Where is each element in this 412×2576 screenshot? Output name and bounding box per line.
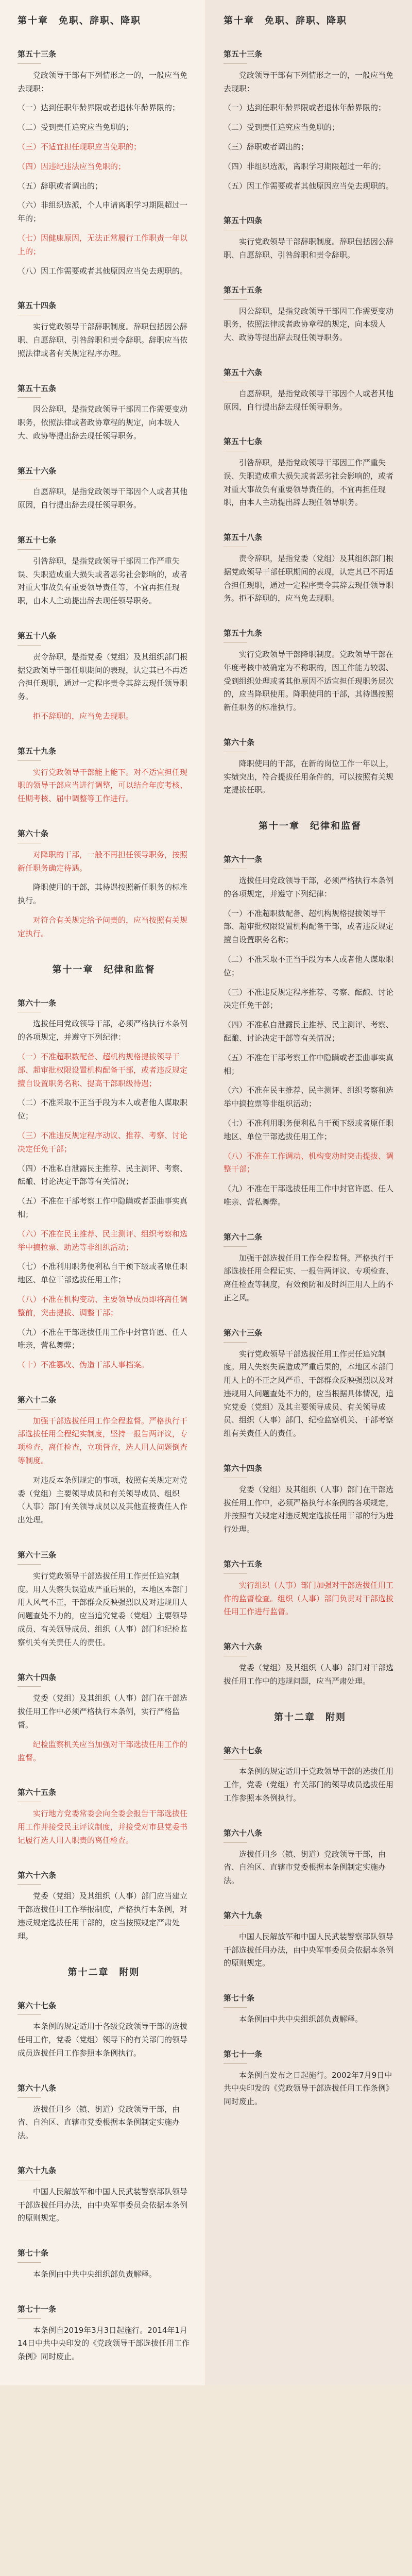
- article-item: （二）受到责任追究应当免职的；: [224, 123, 340, 132]
- article-title: 第六十九条: [18, 2164, 190, 2180]
- article-text: 本条例的规定适用于各级党政领导干部的选拔任用工作，党委（党组）领导下的有关部门的领导成员选拔任用工作参照本条例执行。: [18, 2022, 188, 2058]
- article-item: （五）辞职或者调出的；: [18, 181, 103, 191]
- article-57: [18, 534, 190, 608]
- article-text: 选拔任用乡（镇、街道）党政领导干部，由省、自治区、直辖市党委根据本条例制定实施办法。: [224, 1849, 386, 1886]
- article-item: （七）因健康原因，无法正常履行工作职责一年以上的；: [18, 233, 188, 256]
- article-65: [18, 1786, 190, 1847]
- article-text: 党委（党组）及其组织（人事）部门在干部选拔任用工作中，必须严格执行本条例的各项规定，并按照有关规定对违反规定选拔任用干部的行为进行处理。: [224, 1484, 394, 1534]
- article-69: [18, 2164, 190, 2225]
- article-title: 第六十六条: [18, 1869, 190, 1885]
- article-71: [224, 2048, 397, 2109]
- article-item: （八）因工作需要或者其他原因应当免去现职的。: [18, 266, 188, 276]
- article-item: （三）辞职或者调出的；: [224, 142, 309, 151]
- article-text: 实行党政领导干部辞职制度。辞职包括因公辞职、自愿辞职、引咎辞职和责令辞职。: [224, 237, 394, 260]
- article-item: （七）不准利用职务便利私自干预下级或者原任职地区、单位干部选拔任用工作；: [18, 1262, 188, 1285]
- article-title: 第七十条: [224, 1992, 397, 2008]
- article-item: （八）不准在工作调动、机构变动时突击提拔、调整干部；: [224, 1151, 394, 1174]
- article-text: 实行党政领导干部降职制度。党政领导干部在年度考核中被确定为不称职的，因工作能力较弱、受到组织处理或者其他原因不适宜担任现职务层次的，应当降职使用。降职使用的干部，其待遇按照新任职务的标准执行。: [224, 650, 394, 713]
- article-title: 第七十一条: [224, 2048, 397, 2064]
- article-64: [18, 1671, 190, 1765]
- article-60: [224, 736, 397, 797]
- article-item: （五）因工作需要或者其他原因应当免去现职的。: [224, 181, 394, 191]
- article-item: （一）达到任职年龄界限或者退休年龄界限的；: [224, 103, 386, 113]
- article-text: 党政领导干部有下列情形之一的，一般应当免去现职：: [18, 70, 188, 93]
- article-item: （六）不准在民主推荐、民主测评、组织考察和选举中搞拉票等非组织活动；: [224, 1086, 394, 1109]
- article-title: 第七十一条: [18, 2303, 190, 2319]
- article-item: （一）不准超职数配备、超机构规格提拔领导干部、超审批权限设置机构配备干部，或者违反规定擅自设置职务名称、提高干部职级待遇；: [18, 1052, 188, 1088]
- article-text: 党政领导干部有下列情形之一的，一般应当免去现职：: [224, 70, 394, 93]
- article-title: 第六十八条: [224, 1827, 397, 1843]
- article-63: [18, 1549, 190, 1650]
- article-60: [18, 827, 190, 941]
- article-text: 实行党政领导干部选拔任用工作责任追究制度。用人失察失误造成严重后果的，本地区本部门用人风气不正，干部群众反映强烈以及对违规用人问题查处不力的，应当追究党委（党组）主要领导成员、有关领导成员、组织（人事）部门和纪检监察机关有关责任人的责任。: [18, 1571, 188, 1647]
- article-item: （四）非组织选派，离职学习期限超过一年的；: [224, 161, 386, 171]
- old-regulation-column: [206, 0, 412, 2385]
- article-text: 党委（党组）及其组织（人事）部门应当建立干部选拔任用工作举报制度，严格执行本条例，对违反规定选拔任用干部的，应当按照规定严肃处理。: [18, 1891, 188, 1941]
- article-55: [18, 382, 190, 443]
- article-item: （十）不准篡改、伪造干部人事档案。: [18, 1360, 149, 1370]
- article-title: 第五十七条: [224, 435, 397, 451]
- article-item: （二）不准采取不正当手段为本人或者他人谋取职位；: [224, 954, 394, 977]
- article-67: [18, 1999, 190, 2060]
- article-62: [18, 1394, 190, 1527]
- article-text: 本条例自2019年3月3日起施行。2014年1月14日中共中央印发的《党政领导干部选拔任用工作条例》同时废止。: [18, 2325, 190, 2362]
- article-item: （五）不准在干部考察工作中隐瞒或者歪曲事实真相；: [224, 1053, 394, 1076]
- article-item: （六）不准在民主推荐、民主测评、组织考察和选举中搞拉票、助选等非组织活动；: [18, 1229, 188, 1252]
- article-text: 对符合有关规定给予问责的，应当按照有关规定执行。: [18, 916, 188, 938]
- article-65: [224, 1558, 397, 1619]
- article-59: [224, 627, 397, 715]
- article-title: 第六十七条: [224, 1744, 397, 1760]
- article-title: 第五十六条: [224, 366, 397, 382]
- article-text: 加强干部选拔任用工作全程监督。严格执行干部选拔任用全程记实、一报告两评议、专项检查、离任检查等制度，有效预防和及时纠正用人上的不正之风。: [224, 1253, 394, 1302]
- article-title: 第六十六条: [224, 1640, 397, 1656]
- article-item: （一）达到任职年龄界限或者退休年龄界限的；: [18, 103, 180, 113]
- article-55: [224, 284, 397, 345]
- article-title: 第六十九条: [224, 1909, 397, 1925]
- article-53: [18, 48, 190, 278]
- article-text: 对违反本条例规定的事项，按照有关规定对党委（党组）主要领导成员和有关领导成员、组织（人事）部门有关领导成员以及其他直接责任人作出处理。: [18, 1475, 188, 1525]
- article-56: [224, 366, 397, 414]
- article-title: 第六十一条: [224, 853, 397, 869]
- article-item: （一）不准超职数配备、超机构规格提拔领导干部、超审批权限设置机构配备干部，或者违反规定擅自设置职务名称；: [224, 908, 394, 945]
- article-70: [224, 1992, 397, 2026]
- article-text: 实行党政领导干部辞职制度。辞职包括因公辞职、自愿辞职、引咎辞职和责令辞职。辞职应当依照法律或者有关规定程序办理。: [18, 322, 188, 358]
- chapter-heading: 第十章 免职、辞职、降职: [224, 15, 347, 26]
- article-item: （三）不准违反规定程序推荐、考察、酝酿、讨论决定任免干部；: [224, 987, 394, 1010]
- article-title: 第六十条: [18, 827, 190, 843]
- article-text: 因公辞职，是指党政领导干部因工作需要变动职务，依照法律或者政协章程的规定，向本级人大、政协等提出辞去现任领导职务。: [224, 306, 394, 343]
- article-item: （七）不准利用职务便利私自干预下级或者原任职地区、单位干部选拔任用工作；: [224, 1118, 394, 1141]
- article-62: [224, 1231, 397, 1305]
- article-title: 第六十八条: [18, 2082, 190, 2098]
- article-59: [18, 745, 190, 806]
- article-item: （三）不适宜担任现职应当免职的；: [18, 142, 142, 151]
- article-title: 第六十四条: [18, 1671, 190, 1687]
- article-item: （二）受到责任追究应当免职的；: [18, 123, 134, 132]
- article-text: 引咎辞职，是指党政领导干部因工作严重失误、失职造成重大损失或者恶劣社会影响的，或者对重大事故负有重要领导责任的，不宜再担任现职，由本人主动提出辞去现任领导职务。: [224, 458, 394, 507]
- article-text: 选拔任用党政领导干部，必须严格执行本条例的各项规定，并遵守下列纪律：: [224, 875, 394, 899]
- article-57: [224, 435, 397, 510]
- article-64: [224, 1462, 397, 1536]
- article-text: 自愿辞职，是指党政领导干部因个人或者其他原因，自行提出辞去现任领导职务。: [18, 487, 188, 510]
- article-text: 降职使用的干部，其待遇按照新任职务的标准执行。: [18, 883, 188, 906]
- article-text: 实行地方党委常委会向全委会报告干部选拔任用工作并接受民主评议制度，并接受对市县党委书记履行选人用人职责的离任检查。: [18, 1809, 188, 1845]
- article-text: 实行党政领导干部能上能下。对不适宜担任现职的领导干部应当进行调整，可以结合年度考核、任期考核、届中调整等工作进行。: [18, 767, 188, 804]
- article-text: 实行党政领导干部选拔任用工作责任追究制度。用人失察失误造成严重后果的，本地区本部门用人上的不正之风严重、干部群众反映强烈以及对违规用人问题查处不力的，应当根据具体情况，追究党委（党组）及其主要领导成员、有关领导成员、组织（人事）部门、纪检监察机关、干部考察组有关责任人的责任。: [224, 1349, 394, 1438]
- article-text: 自愿辞职，是指党政领导干部因个人或者其他原因，自行提出辞去现任领导职务。: [224, 388, 394, 412]
- chapter-heading: 第十一章 纪律和监督: [52, 964, 156, 975]
- article-text: 责令辞职，是指党委（党组）及其组织部门根据党政领导干部任职期间的表现，认定其已不再适合担任现职，通过一定程序责令其辞去现任领导职务。拒不辞职的，应当免去现职。: [224, 554, 394, 603]
- article-69: [224, 1909, 397, 1970]
- article-item: （三）不准违反规定程序动议、推荐、考察、讨论决定任免干部；: [18, 1130, 188, 1154]
- chapter-heading: 第十二章 附则: [274, 1711, 346, 1723]
- article-66: [224, 1640, 397, 1688]
- article-item: （五）不准在干部考察工作中隐瞒或者歪曲事实真相；: [18, 1196, 188, 1219]
- article-text: 党委（党组）及其组织（人事）部门对干部选拔任用工作中的违规问题，应当严肃处理。: [224, 1663, 394, 1686]
- article-title: 第六十四条: [224, 1462, 397, 1478]
- article-item: （八）不准在机构变动、主要领导成员即将离任调整前，突击提拔、调整干部；: [18, 1294, 188, 1317]
- article-item: （九）不准在干部选拔任用工作中封官许愿、任人唯亲、营私舞弊。: [224, 1184, 394, 1207]
- article-66: [18, 1869, 190, 1943]
- article-title: 第六十五条: [18, 1786, 190, 1802]
- article-text: 本条例由中共中央组织部负责解释。: [33, 2269, 157, 2279]
- article-title: 第五十四条: [18, 299, 190, 315]
- article-70: [18, 2247, 190, 2281]
- article-61: [18, 997, 190, 1372]
- article-54: [18, 299, 190, 360]
- chapter-heading: 第十一章 纪律和监督: [259, 821, 362, 832]
- article-56: [18, 465, 190, 512]
- article-text: 拒不辞职的，应当免去现职。: [33, 711, 134, 721]
- article-text: 因公辞职，是指党政领导干部因工作需要变动职务，依照法律或者政协章程的规定，向本级人大、政协等提出辞去现任领导职务。: [18, 404, 188, 440]
- article-54: [224, 214, 397, 262]
- article-item: （四）不准私自泄露民主推荐、民主测评、考察、酝酿、讨论决定干部等有关情况；: [224, 1020, 394, 1043]
- article-text: 纪检监察机关应当加强对干部选拔任用工作的监督。: [18, 1739, 188, 1762]
- article-text: 中国人民解放军和中国人民武装警察部队领导干部选拔任用办法，由中央军事委员会依据本条例的原则规定。: [18, 2187, 188, 2223]
- article-title: 第六十二条: [18, 1394, 190, 1410]
- article-text: 引咎辞职，是指党政领导干部因工作严重失误、失职造成重大损失或者恶劣社会影响的，或者对重大事故负有重要领导责任等，不宜再担任现职，由本人主动提出辞去现任领导职务。: [18, 556, 188, 606]
- article-item: （二）不准采取不正当手段为本人或者他人谋取职位；: [18, 1098, 188, 1121]
- article-title: 第五十八条: [18, 630, 190, 646]
- article-67: [224, 1744, 397, 1805]
- article-text: 对降职的干部，一般不再担任领导职务，按照新任职务确定待遇。: [18, 850, 188, 873]
- article-title: 第七十条: [18, 2247, 190, 2263]
- article-title: 第五十九条: [224, 627, 397, 643]
- article-58: [224, 531, 397, 605]
- article-text: 中国人民解放军和中国人民武装警察部队领导干部选拔任用办法，由中央军事委员会依据本条例的原则规定。: [224, 1931, 394, 1968]
- article-63: [224, 1327, 397, 1440]
- article-text: 降职使用的干部，在新的岗位工作一年以上，实绩突出，符合提拔任用条件的，可以按照有关规定提拔任职。: [224, 758, 394, 795]
- article-text: 实行组织（人事）部门加强对干部选拔任用工作的监督检查。组织（人事）部门负责对干部选拔任用工作进行监督。: [224, 1580, 394, 1617]
- article-title: 第六十三条: [224, 1327, 397, 1343]
- article-title: 第六十二条: [224, 1231, 397, 1247]
- article-71: [18, 2303, 190, 2364]
- article-title: 第五十五条: [18, 382, 190, 398]
- article-text: 加强干部选拔任用工作全程监督。严格执行干部选拔任用全程纪实制度，坚持一报告两评议，专项检查，离任检查，立项督查，选人用人问题倒查等制度。: [18, 1416, 188, 1466]
- article-title: 第五十八条: [224, 531, 397, 547]
- article-title: 第五十五条: [224, 284, 397, 300]
- article-53: [224, 48, 397, 193]
- article-text: 本条例自发布之日起施行。2002年7月9日中共中央印发的《党政领导干部选拔任用工作条例》同时废止。: [224, 2070, 394, 2107]
- article-58: [18, 630, 190, 723]
- article-item: （六）非组织选派，个人申请离职学习期限超过一年的；: [18, 200, 188, 224]
- article-title: 第六十条: [224, 736, 397, 752]
- article-title: 第五十七条: [18, 534, 190, 550]
- article-title: 第五十三条: [18, 48, 190, 64]
- article-text: 责令辞职，是指党委（党组）及其组织部门根据党政领导干部任职期间的表现，认定其已不再适合担任现职，通过一定程序责令其辞去现任领导职务。: [18, 652, 188, 702]
- article-item: （四）不准私自泄露民主推荐、民主测评、考察、酝酿、讨论决定干部等有关情况；: [18, 1163, 188, 1187]
- article-68: [224, 1827, 397, 1888]
- article-text: 本条例由中共中央组织部负责解释。: [239, 2014, 363, 2024]
- article-item: （九）不准在干部选拔任用工作中封官许愿、任人唯亲，营私舞弊；: [18, 1327, 188, 1350]
- article-title: 第五十九条: [18, 745, 190, 761]
- article-title: 第五十四条: [224, 214, 397, 230]
- article-text: 选拔任用乡（镇、街道）党政领导干部，由省、自治区、直辖市党委根据本条例制定实施办法。: [18, 2104, 180, 2141]
- article-title: 第五十六条: [18, 465, 190, 481]
- new-regulation-column: [0, 0, 206, 2385]
- article-text: 本条例的规定适用于党政领导干部的选拔任用工作，党委（党组）有关部门的领导成员选拔任用工作参照本条例执行。: [224, 1767, 394, 1803]
- article-text: 党委（党组）及其组织（人事）部门在干部选拔任用工作中必须严格执行本条例，实行严格监督。: [18, 1693, 188, 1730]
- article-68: [18, 2082, 190, 2143]
- article-text: 选拔任用党政领导干部，必须严格执行本条例的各项规定，并遵守下列纪律：: [18, 1019, 188, 1042]
- article-title: 第六十三条: [18, 1549, 190, 1565]
- chapter-heading: 第十二章 附则: [67, 1967, 140, 1978]
- article-title: 第六十七条: [18, 1999, 190, 2015]
- article-title: 第六十五条: [224, 1558, 397, 1574]
- article-title: 第六十一条: [18, 997, 190, 1013]
- article-title: 第五十三条: [224, 48, 397, 64]
- chapter-heading: 第十章 免职、辞职、降职: [18, 15, 141, 26]
- article-61: [224, 853, 397, 1209]
- article-item: （四）因违纪违法应当免职的；: [18, 161, 126, 171]
